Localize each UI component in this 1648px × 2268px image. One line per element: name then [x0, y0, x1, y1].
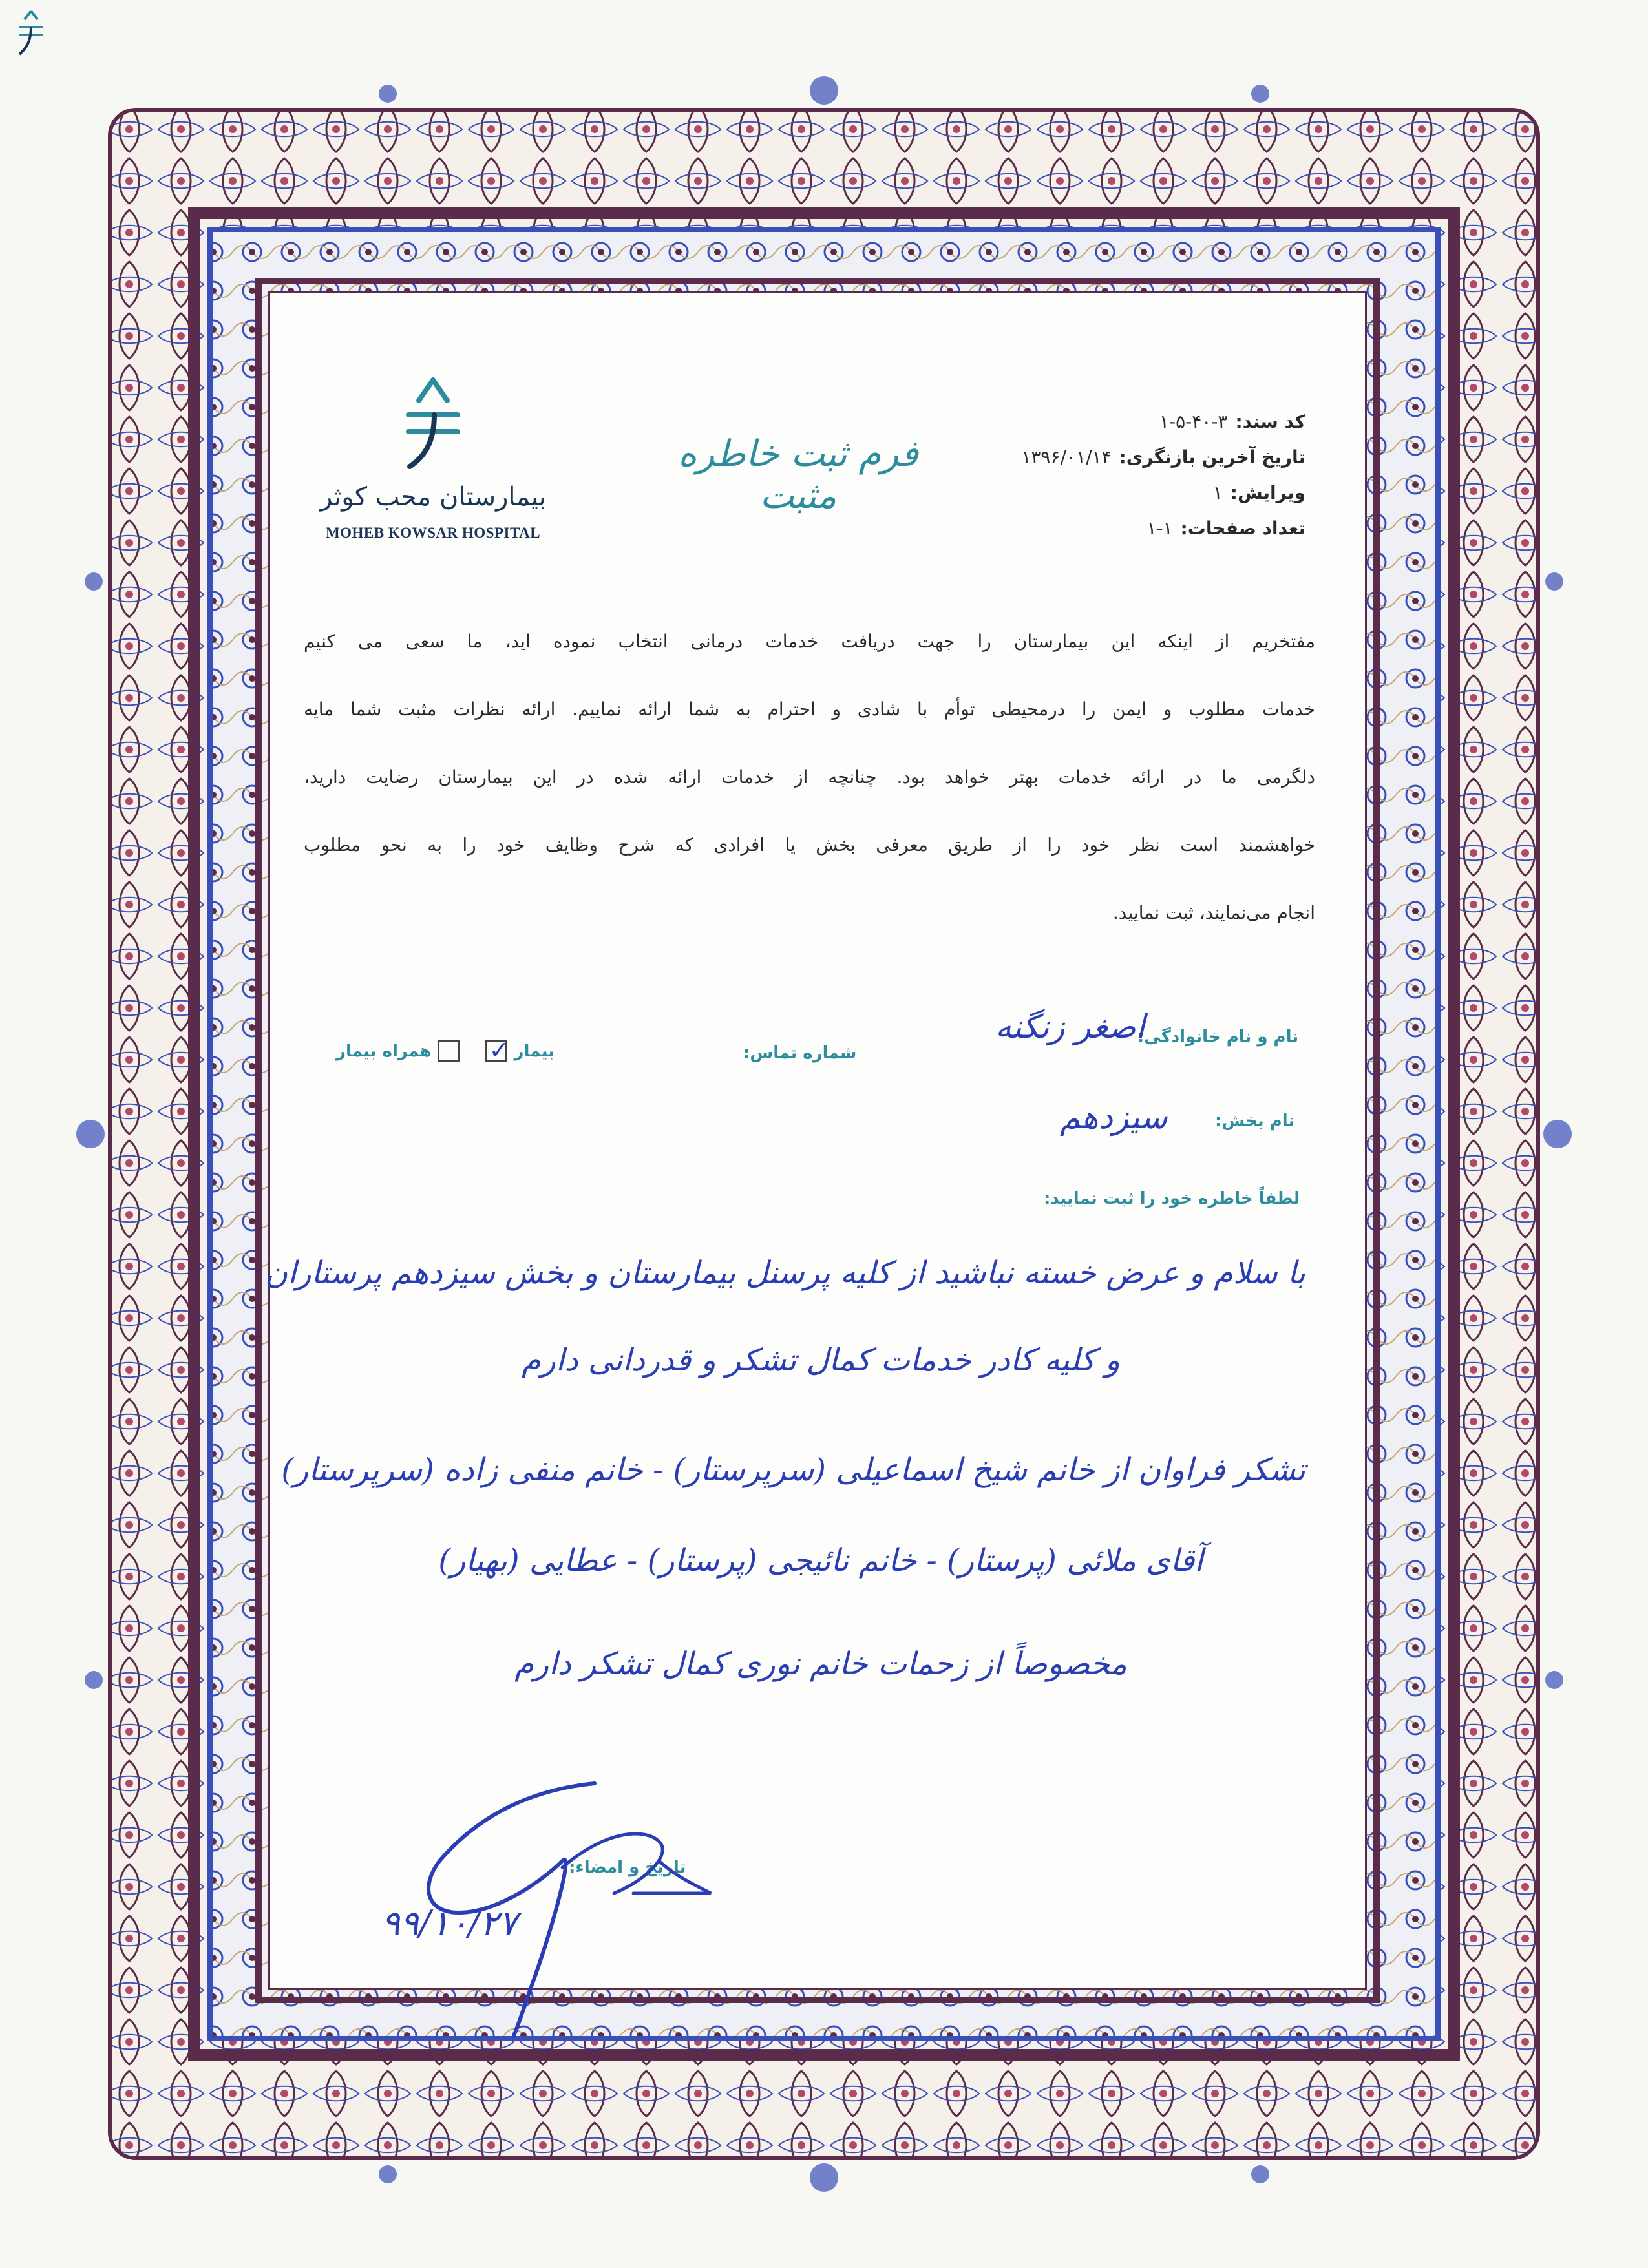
companion-label: همراه بیمار: [336, 1042, 432, 1061]
intro-line: خواهشمند است نظر خود را از طریق معرفی بخش یا افرادی که شرح وظایف خود را به نحو مطلوب: [304, 834, 1315, 856]
intro-line: مفتخریم از اینکه این بیمارستان را جهت دریافت خدمات درمانی انتخاب نموده اید، ما سعی می کنیم: [304, 631, 1315, 652]
memory-line[interactable]: با سلام و عرض خسته نباشید از کلیه پرسنل بیمارستان و بخش سیزدهم پرستاران: [264, 1255, 1305, 1291]
meta-value: ۱: [1212, 482, 1223, 503]
memory-line[interactable]: تشکر فراوان از خانم شیخ اسماعیلی (سرپرستار) - خانم منفی زاده (سرپرستار): [281, 1452, 1305, 1488]
ward-value[interactable]: سیزدهم: [1060, 1098, 1168, 1136]
meta-key: ویرایش:: [1230, 482, 1305, 503]
patient-label: بیمار: [514, 1042, 555, 1061]
hospital-emblem-icon: [394, 375, 472, 472]
name-label: نام و نام خانوادگی:: [1137, 1027, 1299, 1047]
meta-key: تاریخ آخرین بازنگری:: [1119, 446, 1305, 468]
signature-label: تاریخ و امضاء:: [569, 1858, 686, 1877]
memory-line[interactable]: آقای ملائی (پرستار) - خانم نائیجی (پرستار) - عطایی (بهیار): [438, 1542, 1203, 1579]
meta-value: ۱۳۹۶/۰۱/۱۴: [1021, 446, 1112, 468]
hospital-name-en: MOHEB KOWSAR HOSPITAL: [325, 525, 541, 541]
intro-line: دلگرمی ما در ارائه خدمات بهتر خواهد بود. چنانچه از خدمات ارائه شده در این بیمارستان رضایت دارید،: [304, 766, 1315, 788]
meta-row-revision-date: [1008, 439, 1305, 475]
meta-value: ۳-۴۰-۵-۱: [1159, 411, 1228, 432]
hospital-corner-logo: [12, 8, 50, 59]
meta-key: کد سند:: [1235, 411, 1305, 432]
ward-label: نام بخش:: [1215, 1111, 1295, 1131]
memory-line[interactable]: و کلیه کادر خدمات کمال تشکر و قدردانی دارم: [521, 1342, 1121, 1378]
hospital-logo: [304, 375, 562, 569]
phone-label: شماره تماس:: [743, 1044, 857, 1063]
intro-line: خدمات مطلوب و ایمن را درمحیطی توأم با شادی و احترام به شما ارائه نماییم. ارائه نظرات مثبت شما مایه: [304, 698, 1315, 720]
hospital-name-fa: بیمارستان محب کوثر: [320, 482, 546, 512]
meta-key: تعداد صفحات:: [1180, 518, 1305, 539]
role-checkboxes: [336, 1040, 555, 1062]
meta-row-pages: [1008, 510, 1305, 546]
form-title: فرم ثبت خاطره مثبت: [678, 433, 918, 517]
patient-checkbox[interactable]: [485, 1040, 507, 1062]
name-value[interactable]: اصغر زنگنه: [995, 1008, 1145, 1045]
meta-row-code: [1008, 404, 1305, 439]
companion-checkbox[interactable]: [438, 1040, 460, 1062]
signature-date: ۹۹/۱۰/۲۷: [381, 1903, 518, 1944]
memory-line[interactable]: مخصوصاً از زحمات خانم نوری کمال تشکر دارم: [514, 1646, 1127, 1682]
memory-label: لطفاً خاطره خود را ثبت نمایید:: [1044, 1189, 1300, 1208]
document-meta: [1008, 404, 1305, 546]
meta-row-edition: [1008, 475, 1305, 510]
intro-line: انجام می‌نمایند، ثبت نمایید.: [1112, 902, 1315, 923]
meta-value: ۱-۱: [1146, 518, 1173, 539]
intro-paragraph: [304, 624, 1315, 963]
